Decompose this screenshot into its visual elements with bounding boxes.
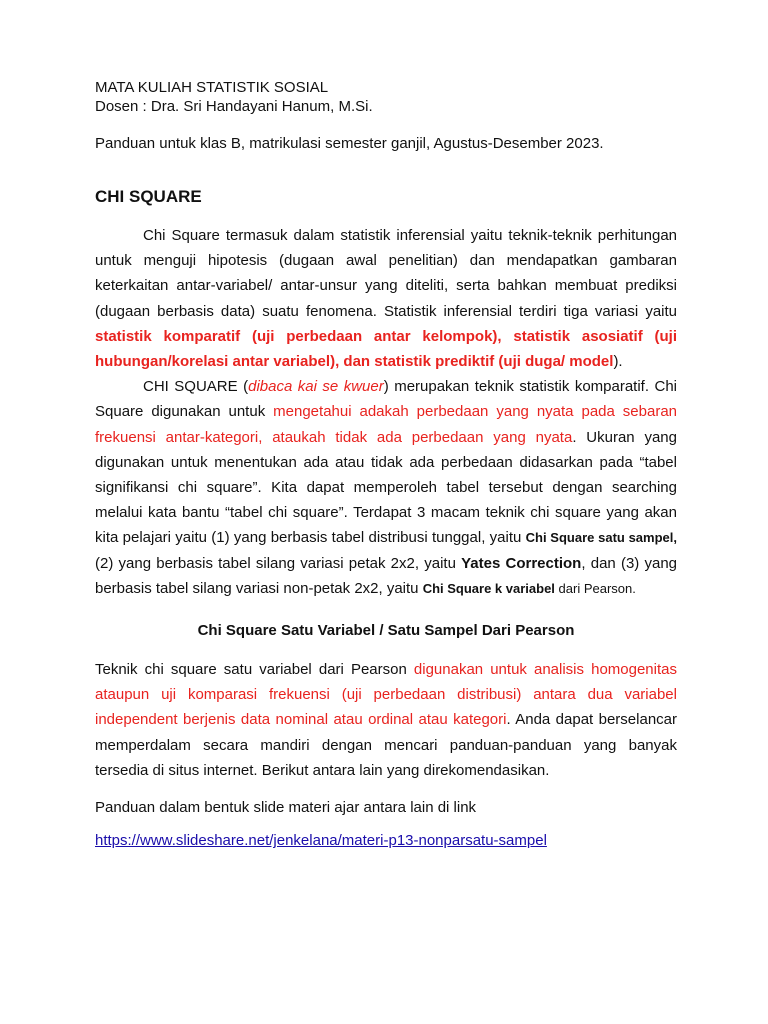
guide-line: Panduan untuk klas B, matrikulasi semester ganjil, Agustus-Desember 2023. <box>95 135 604 152</box>
slideshare-link[interactable]: https://www.slideshare.net/jenkelana/materi-p13-nonparsatu-sampel <box>95 832 547 850</box>
section-title: CHI SQUARE <box>95 187 202 206</box>
p2-text-1: CHI SQUARE ( <box>143 378 249 396</box>
course-title: MATA KULIAH STATISTIK SOSIAL <box>95 79 329 96</box>
intro-text: Chi Square termasuk dalam statistik inferensial yaitu teknik-teknik perhitungan untuk menguji hipotesis (dugaan awal penelitian) dan mendapatkan gambaran keterkaitan antar-variabel/ antar-unsur yang diteliti, serta bahkan membuat prediksi (dugaan berbasis data) suatu fenomena. Statistik inferensial terdiri tiga variasi yaitu <box>95 227 677 320</box>
p3-text-3: . Anda dapat berselancar memperdalam secara mandiri dengan mencari panduan-panduan yang banyak tersedia di situs internet. Berikut antara lain yang direkomendasikan. <box>95 711 677 779</box>
link-row <box>95 831 677 850</box>
document-page <box>95 78 677 850</box>
paragraph-intro <box>95 223 677 374</box>
link-intro: Panduan dalam bentuk slide materi ajar antara lain di link <box>95 799 477 817</box>
p2-text-3: ) merupakan teknik statistik komparatif. Chi Square digunakan untuk <box>95 378 677 421</box>
pronunciation-note: dibaca kai se kwuer <box>248 378 384 396</box>
p3-text-1: Teknik chi square satu variabel dari Pearson <box>95 661 414 679</box>
technique-yates-correction: Yates Correction <box>461 554 582 572</box>
technique-chi-square-satu-sampel: Chi Square satu sampel, <box>525 530 677 546</box>
p2-highlight: mengetahui adakah perbedaan yang nyata pada sebaran frekuensi antar-kategori, ataukah tidak ada perbedaan yang nyata <box>95 403 678 446</box>
intro-highlight: statistik komparatif (uji perbedaan antar kelompok), statistik asosiatif (uji hubungan/korelasi antar variabel), dan statistik prediktif (uji duga/ model <box>95 327 677 371</box>
paragraph-chi-square <box>95 374 677 601</box>
intro-end: ). <box>613 353 623 371</box>
paragraph-pearson <box>95 657 677 783</box>
p2-text-9: , dan (3) yang berbasis tabel silang variasi non-petak 2x2, yaitu <box>95 554 677 597</box>
p3-highlight: digunakan untuk analisis homogenitas ataupun uji komparasi frekuensi (uji perbedaan distribusi) antara dua variabel independent berjenis data nominal atau ordinal atau kategori <box>95 661 677 729</box>
p2-text-7: (2) yang berbasis tabel silang variasi petak 2x2, yaitu <box>95 554 462 572</box>
p2-text-5: . Ukuran yang digunakan untuk menentukan ada atau tidak ada perbedaan didasarkan pada “tabel signifikansi chi square”. Kita dapat memperoleh tabel tersebut dengan searching melalui kata bantu “tabel chi square”. Terdapat 3 macam teknik chi square yang akan kita pelajari yaitu (1) yang berbasis tabel distribusi tunggal, yaitu <box>95 428 677 547</box>
p2-text-11: dari Pearson. <box>554 580 636 596</box>
subheading: Chi Square Satu Variabel / Satu Sampel Dari Pearson <box>197 622 575 640</box>
technique-chi-square-k-variabel: Chi Square k variabel <box>422 580 555 596</box>
lecturer-line: Dosen : Dra. Sri Handayani Hanum, M.Si. <box>95 98 373 115</box>
